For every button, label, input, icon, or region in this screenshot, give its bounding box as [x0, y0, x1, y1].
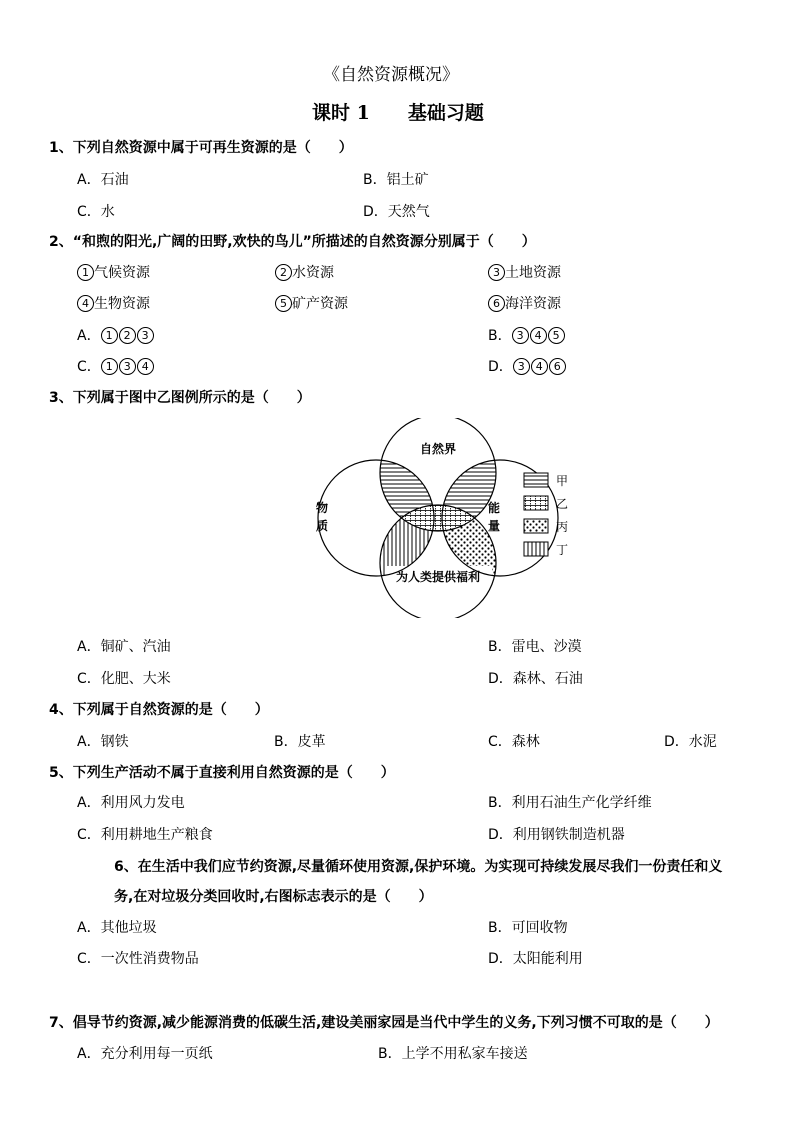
circled-number: 1 — [101, 327, 118, 344]
question-6-line-2: 务,在对垃圾分类回收时,右图标志表示的是（ ） — [114, 889, 433, 905]
question-5: 5、下列生产活动不属于直接利用自然资源的是（ ） — [49, 765, 395, 781]
q6-option-a[interactable]: A．其他垃圾 — [77, 920, 157, 936]
question-6-line-1: 6、在生活中我们应节约资源,尽量循环使用资源,保护环境。为实现可持续发展尽我们一份责任和义 — [114, 859, 723, 875]
circled-number: 4 — [77, 295, 94, 312]
q2-item-5 — [275, 293, 348, 313]
q6-option-b[interactable]: B．可回收物 — [488, 920, 568, 936]
q2-item-label: 土地资源 — [505, 265, 561, 281]
circled-number: 4 — [137, 358, 154, 375]
question-7: 7、倡导节约资源,减少能源消费的低碳生活,建设美丽家园是当代中学生的义务,下列习惯不可取的是（ ） — [49, 1015, 719, 1031]
label-nature: 自然界 — [419, 442, 457, 456]
circled-number: 1 — [101, 358, 118, 375]
option-letter: C． — [77, 359, 101, 375]
label-matter-1: 物 — [315, 501, 329, 515]
q7-option-a[interactable]: A．充分利用每一页纸 — [77, 1046, 213, 1062]
q3-option-b[interactable]: B．雷电、沙漠 — [488, 639, 582, 655]
q6-option-d[interactable]: D．太阳能利用 — [488, 951, 583, 967]
venn-diagram — [298, 418, 588, 618]
q5-option-b[interactable]: B．利用石油生产化学纤维 — [488, 795, 652, 811]
q1-option-a[interactable]: A．石油 — [77, 172, 129, 188]
circled-number: 3 — [512, 327, 529, 344]
q2-option-b[interactable] — [488, 325, 566, 345]
q4-option-c[interactable]: C．森林 — [488, 734, 540, 750]
legend-label-jia: 甲 — [556, 474, 569, 488]
legend-swatch-jia — [524, 473, 548, 487]
option-letter: A． — [77, 328, 101, 344]
circled-number: 3 — [513, 358, 530, 375]
q5-option-a[interactable]: A．利用风力发电 — [77, 795, 185, 811]
q2-item-label: 矿产资源 — [292, 296, 348, 312]
q5-option-c[interactable]: C．利用耕地生产粮食 — [77, 827, 213, 843]
q2-item-2 — [275, 262, 334, 282]
circled-number: 4 — [531, 358, 548, 375]
question-3: 3、下列属于图中乙图例所示的是（ ） — [49, 390, 311, 406]
q2-item-label: 生物资源 — [94, 296, 150, 312]
option-letter: D． — [488, 359, 513, 375]
legend-label-bing: 丙 — [556, 520, 569, 534]
q1-option-b[interactable]: B．铝土矿 — [363, 172, 429, 188]
label-benefit: 为人类提供福利 — [395, 570, 481, 584]
q1-option-c[interactable]: C．水 — [77, 204, 115, 220]
circled-number: 2 — [275, 264, 292, 281]
circled-number: 3 — [137, 327, 154, 344]
q2-option-c[interactable] — [77, 356, 155, 376]
q1-option-d[interactable]: D．天然气 — [363, 204, 430, 220]
circled-number: 4 — [530, 327, 547, 344]
q6-option-c[interactable]: C．一次性消费物品 — [77, 951, 199, 967]
q4-option-a[interactable]: A．钢铁 — [77, 734, 129, 750]
circled-number: 2 — [119, 327, 136, 344]
circled-number: 3 — [488, 264, 505, 281]
q2-item-label: 海洋资源 — [505, 296, 561, 312]
lesson-subtitle: 课时 1 基础习题 — [312, 102, 484, 124]
circled-number: 6 — [488, 295, 505, 312]
question-2: 2、“和煦的阳光,广阔的田野,欢快的鸟儿”所描述的自然资源分别属于（ ） — [49, 234, 536, 250]
q2-option-d[interactable] — [488, 356, 567, 376]
q3-option-d[interactable]: D．森林、石油 — [488, 671, 583, 687]
q7-option-b[interactable]: B．上学不用私家车接送 — [378, 1046, 528, 1062]
question-4: 4、下列属于自然资源的是（ ） — [49, 702, 269, 718]
circled-number: 3 — [119, 358, 136, 375]
legend-label-yi: 乙 — [556, 497, 569, 511]
label-matter-2: 质 — [315, 519, 329, 533]
q2-item-4 — [77, 293, 150, 313]
q2-item-label: 水资源 — [292, 265, 334, 281]
q2-item-1 — [77, 262, 150, 282]
q3-option-c[interactable]: C．化肥、大米 — [77, 671, 171, 687]
q5-option-d[interactable]: D．利用钢铁制造机器 — [488, 827, 625, 843]
q4-option-b[interactable]: B．皮革 — [274, 734, 326, 750]
question-1: 1、下列自然资源中属于可再生资源的是（ ） — [49, 140, 353, 156]
circled-number: 5 — [275, 295, 292, 312]
circled-number: 5 — [548, 327, 565, 344]
legend-swatch-yi — [524, 496, 548, 510]
q2-item-3 — [488, 262, 561, 282]
legend-swatch-bing — [524, 519, 548, 533]
option-letter: B． — [488, 328, 512, 344]
label-energy-2: 量 — [487, 519, 501, 533]
q3-option-a[interactable]: A．铜矿、汽油 — [77, 639, 171, 655]
q2-item-6 — [488, 293, 561, 313]
legend-label-ding: 丁 — [556, 543, 569, 557]
q4-option-d[interactable]: D．水泥 — [664, 734, 717, 750]
circled-number: 6 — [549, 358, 566, 375]
legend-swatch-ding — [524, 542, 548, 556]
document-title: 《自然资源概况》 — [323, 65, 459, 85]
label-energy-1: 能 — [487, 501, 501, 515]
circled-number: 1 — [77, 264, 94, 281]
q2-option-a[interactable] — [77, 325, 155, 345]
q2-item-label: 气候资源 — [94, 265, 150, 281]
